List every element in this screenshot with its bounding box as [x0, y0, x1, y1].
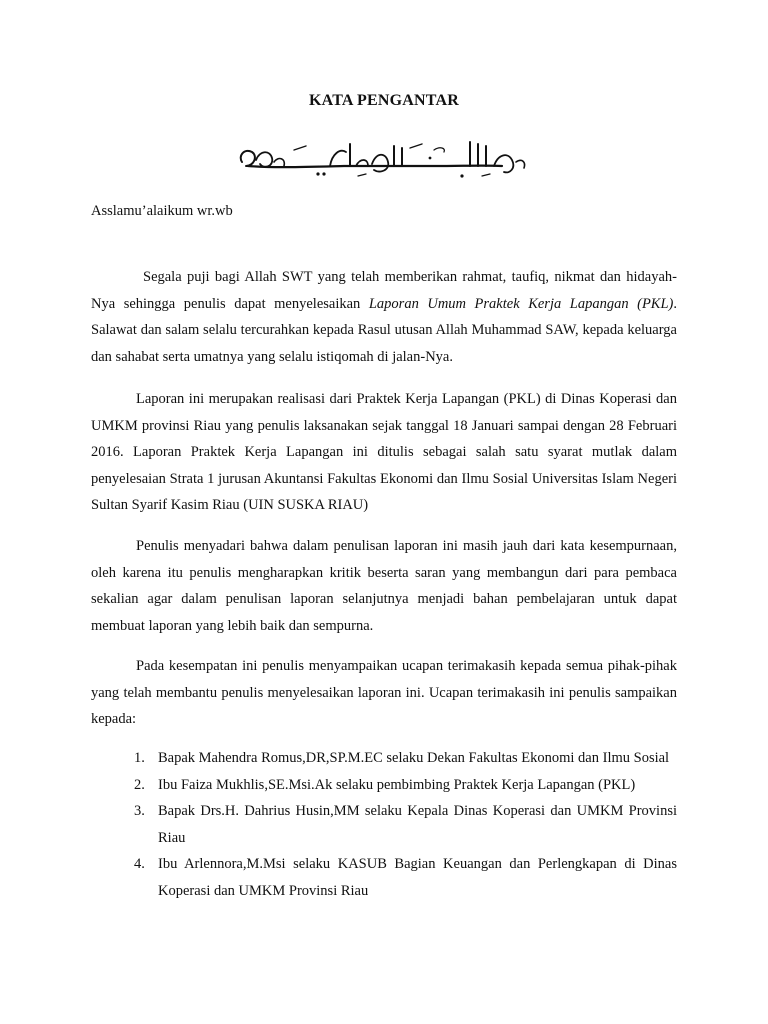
acknowledgement-list [134, 745, 677, 904]
paragraph-4: Pada kesempatan ini penulis menyampaikan ucapan terimakasih kepada semua pihak-pihak yang telah membantu penulis menyelesaikan laporan ini. Ucapan terimakasih ini penulis sampaikan kepada: [91, 658, 677, 727]
page-title: KATA PENGANTAR [309, 92, 459, 109]
list-item-text: Ibu Arlennora,M.Msi selaku KASUB Bagian Keuangan dan Perlengkapan di Dinas Koperasi dan UMKM Provinsi Riau [158, 856, 677, 899]
list-item [134, 772, 677, 799]
basmalah-calligraphy [234, 136, 530, 184]
list-item [134, 798, 677, 851]
list-item-text: Bapak Drs.H. Dahrius Husin,MM selaku Kepala Dinas Koperasi dan UMKM Provinsi Riau [158, 803, 677, 846]
paragraph-1 [91, 264, 677, 370]
report-title-italic: Laporan Umum Praktek Kerja Lapangan (PKL) [368, 295, 674, 312]
paragraph-1-text-a: Segala puji bagi Allah SWT yang telah memberikan rahmat, taufiq, nikmat dan hidayah-Nya sehingga penulis dapat menyelesaikan [91, 269, 677, 312]
list-item-number: 2. [134, 776, 145, 793]
list-item-number: 3. [134, 803, 145, 819]
list-item-number: 1. [134, 750, 145, 766]
list-item-text: Ibu Faiza Mukhlis,SE.Msi.Ak selaku pembimbing Praktek Kerja Lapangan (PKL) [158, 776, 636, 793]
paragraph-1-text-b: . Salawat dan salam selalu tercurahkan kepada Rasul utusan Allah Muhammad SAW, kepada keluarga dan sahabat serta umatnya yang selalu istiqomah di jalan-Nya. [91, 295, 677, 365]
list-item [134, 745, 677, 772]
list-item-text: Bapak Mahendra Romus,DR,SP.M.EC selaku Dekan Fakultas Ekonomi dan Ilmu Sosial [158, 750, 670, 766]
greeting-text: Asslamu’alaikum wr.wb [91, 203, 233, 219]
paragraph-2: Laporan ini merupakan realisasi dari Praktek Kerja Lapangan (PKL) di Dinas Koperasi dan UMKM provinsi Riau yang penulis laksanakan sejak tanggal 18 Januari sampai dengan 28 Februari 2016. Laporan Praktek Kerja Lapangan ini ditulis sebagai salah satu syarat mutlak dalam penyelesaian Strata 1 jurusan Akuntansi Fakultas Ekonomi dan Ilmu Sosial Universitas Islam Negeri Sultan Syarif Kasim Riau (UIN SUSKA RIAU) [91, 391, 677, 513]
paragraph-3: Penulis menyadari bahwa dalam penulisan laporan ini masih jauh dari kata kesempurnaan, oleh karena itu penulis mengharapkan kritik beserta saran yang membangun dari para pembaca sekalian agar dalam penulisan laporan selanjutnya menjadi bahan pembelajaran untuk dapat membuat laporan yang lebih baik dan sempurna. [91, 538, 677, 634]
list-item-number: 4. [134, 856, 145, 872]
list-item [134, 851, 677, 904]
